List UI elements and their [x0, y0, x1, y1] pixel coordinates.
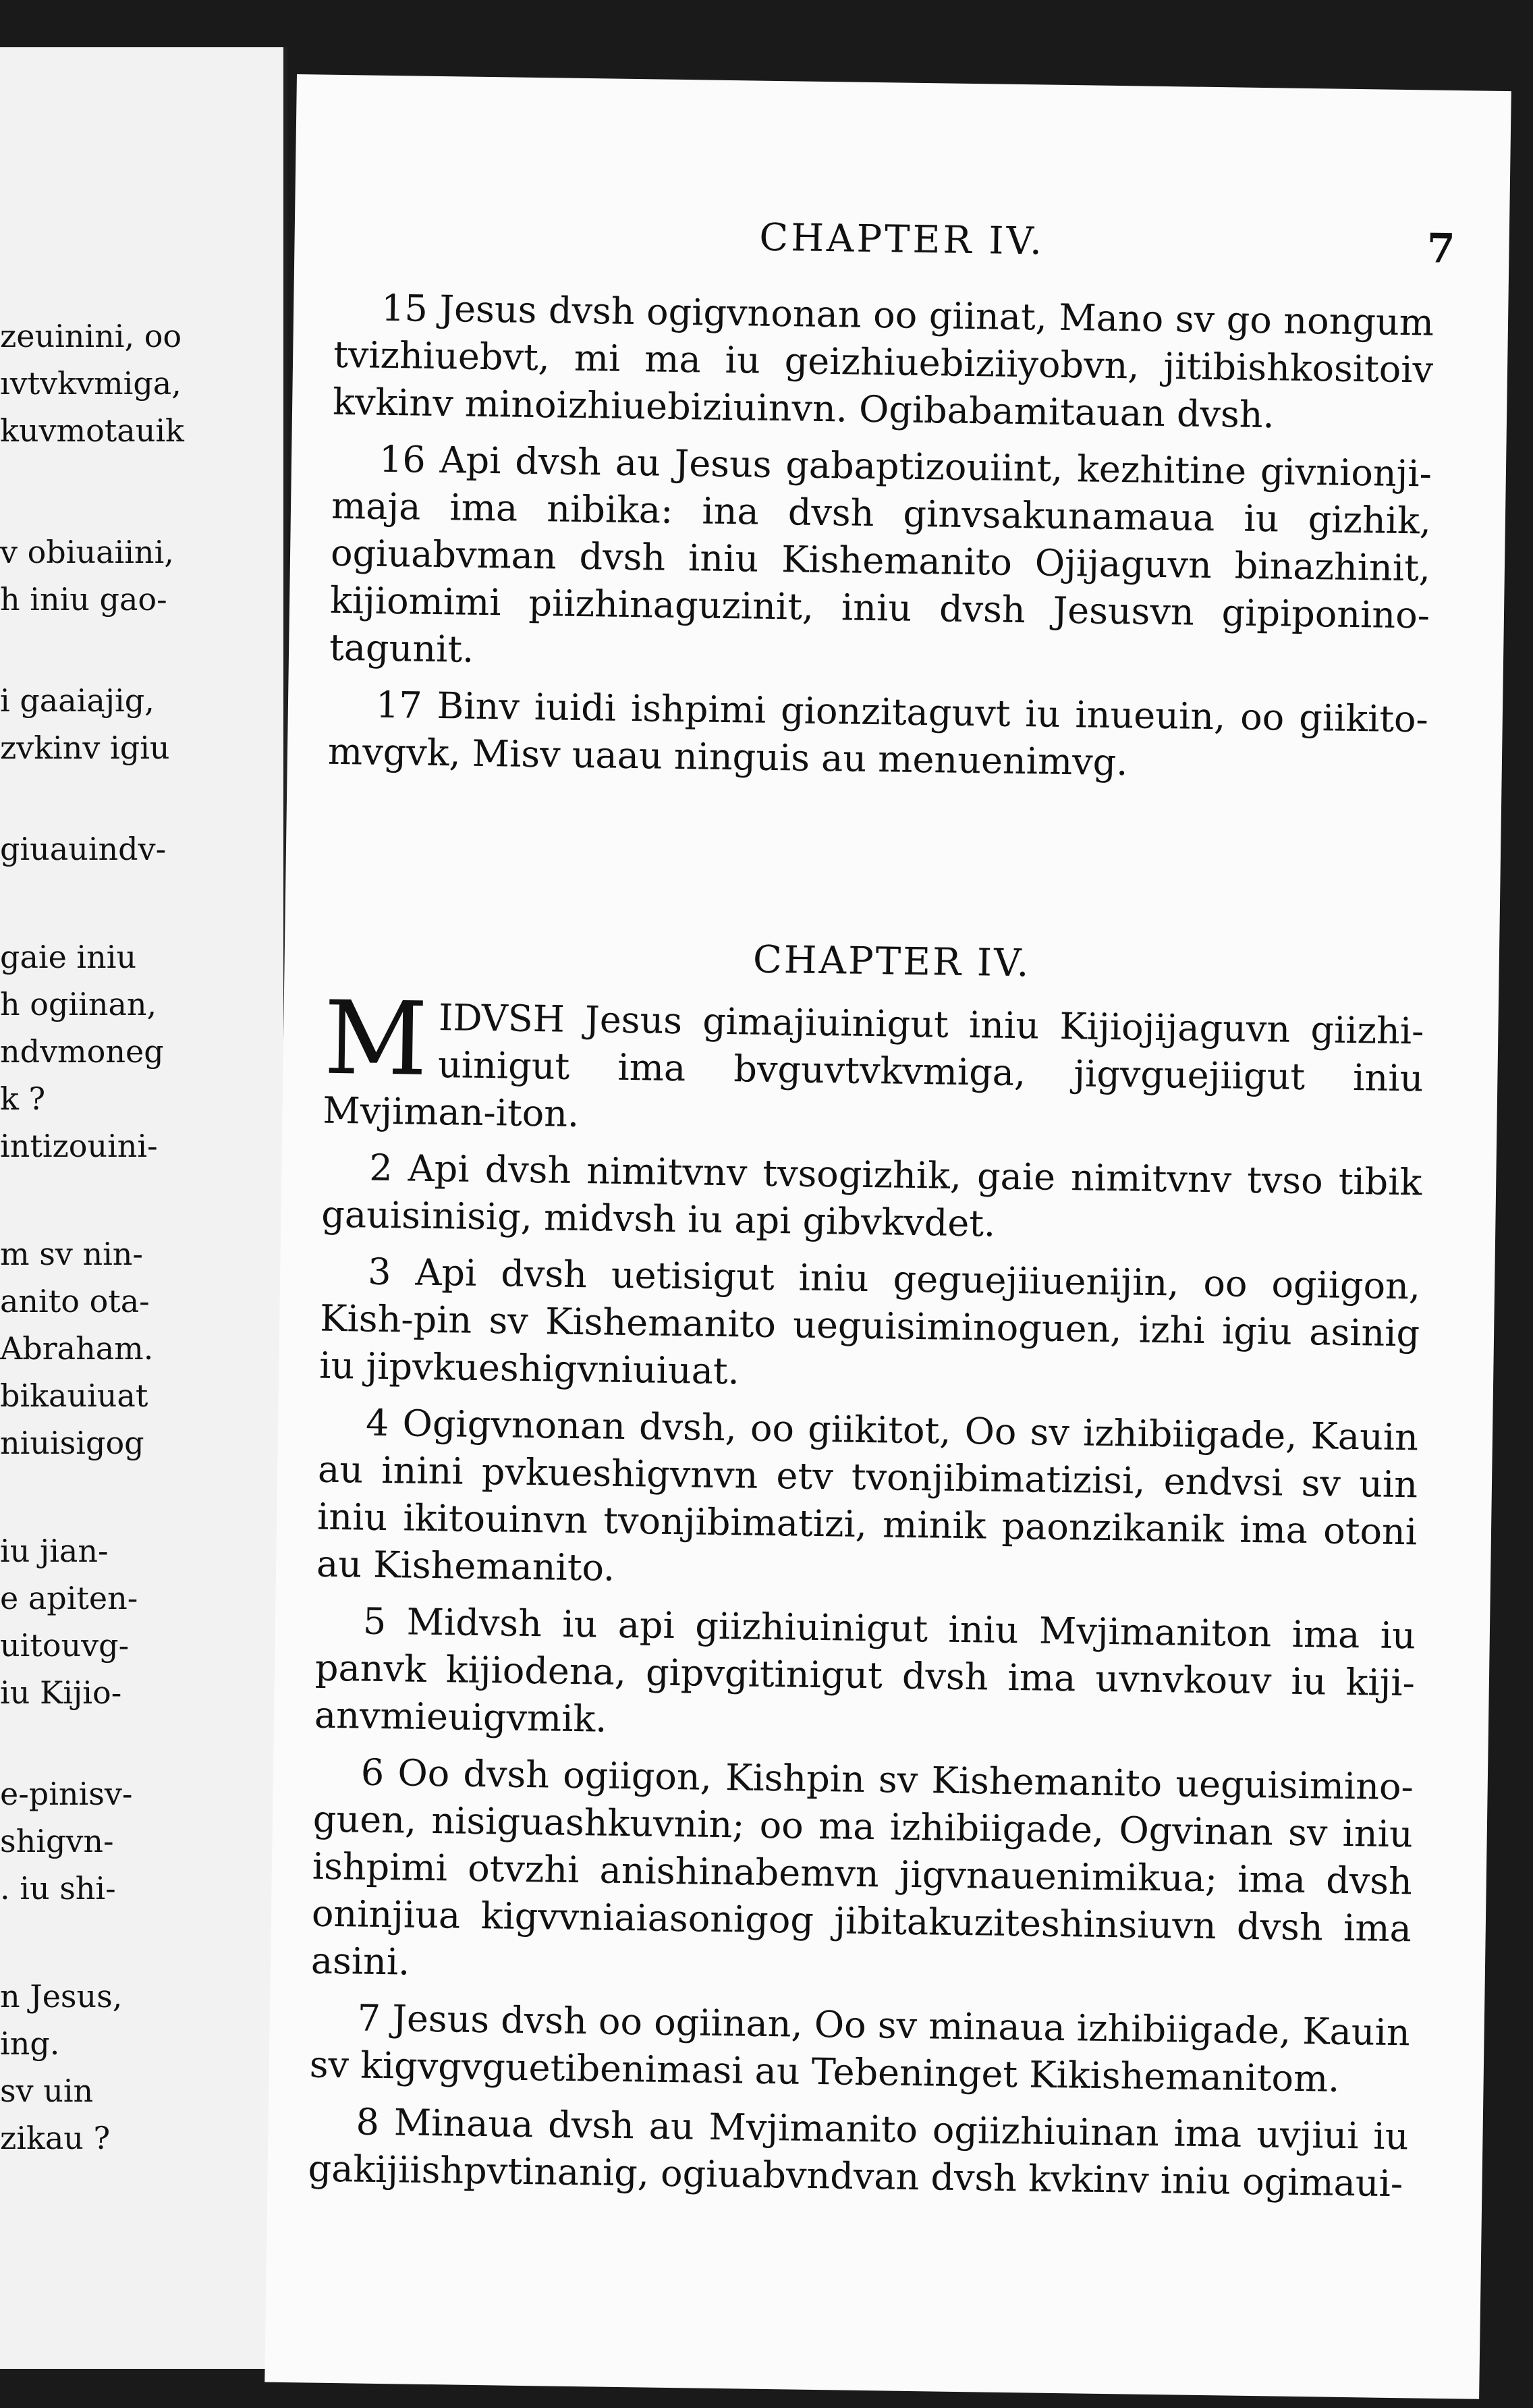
top-verses — [327, 284, 1434, 800]
left-page-line: iu jian- — [0, 1533, 109, 1569]
left-page-fragment — [0, 47, 287, 2369]
verse-7: 7 Jesus dvsh oo ogiinan, Oo sv minaua izhibiigade, Kauin sv kigvgvguetibenimasi au Tebeninget Kikishemanitom. — [309, 1996, 1411, 2100]
left-page-line: ıvtvkvmiga, — [0, 365, 182, 402]
left-page-line: h iniu gao- — [0, 581, 167, 618]
verse-15: 15 Jesus dvsh ogigvnonan oo giinat, Mano sv go nongum tvizhiuebvt, mi ma iu geizhiuebiziiyobvn, jitibishkositoiv kvkinv minoizhiuebiziuinvn. Ogibabamitauan dvsh. — [332, 286, 1434, 437]
drop-capital: M — [323, 979, 428, 1099]
left-page-line: e apiten- — [0, 1580, 138, 1616]
left-page-line: k ? — [0, 1080, 46, 1117]
verse-4: 4 Ogigvnonan dvsh, oo giikitot, Oo sv izhibiigade, Kauin au inini pvkueshigvnvn etv tvonjibimatizisi, endvsi sv uin iniu ikitouinvn tvonjibimatizi, minik paonzikanik ima otoni au Kishemanito. — [316, 1401, 1419, 1589]
left-page-line: uitouvg- — [0, 1627, 130, 1664]
running-head: CHAPTER IV. — [758, 215, 1045, 264]
verse-8: 8 Minaua dvsh au Mvjimanito ogiizhiuinan ima uvjiui iu gakijiishpvtinanig, ogiuabvndvan dvsh kvkinv iniu ogimaui- — [308, 2100, 1409, 2206]
verse-5: 5 Midvsh iu api giizhiuinigut iniu Mvjimaniton ima iu panvk kijiodena, gipvgitinigut dvsh ima uvnvkouv iu kiji-anvmieuigvmik. — [314, 1599, 1416, 1741]
left-page-line: e-pinisv- — [0, 1776, 133, 1812]
left-page-line: v obiuaiini, — [0, 534, 174, 570]
right-page — [264, 74, 1511, 2399]
verse-17: 17 Binv iuidi ishpimi gionzitaguvt iu inueuin, oo giikito-mvgvk, Misv uaau ninguis au menuenimvg. — [327, 683, 1429, 784]
left-page-line: h ogiinan, — [0, 986, 157, 1022]
left-page-line: shigvn- — [0, 1823, 114, 1859]
left-page-line: i gaaiajig, — [0, 682, 155, 719]
left-page-line: zikau ? — [0, 2120, 111, 2156]
left-page-line: giuauindv- — [0, 831, 167, 867]
left-page-line: sv uin — [0, 2073, 94, 2109]
left-page-line: bikauiuat — [0, 1377, 148, 1414]
left-page-line: gaie iniu — [0, 939, 137, 975]
page-number: 7 — [1426, 225, 1456, 273]
left-page-line: zeuinini, oo — [0, 318, 182, 354]
verse-2: 2 Api dvsh nimitvnv tvsogizhik, gaie nimitvnv tvso tibik gauisinisig, midvsh iu api gibvkvdet. — [320, 1146, 1422, 1245]
verse-1-text: IDVSH Jesus gimajiuinigut iniu Kijiojijaguvn giizhi-uinigut ima bvguvtvkvmiga, jigvguejiigut iniu Mvjiman-iton. — [323, 996, 1424, 1135]
verse-16: 16 Api dvsh au Jesus gabaptizouiint, kezhitine givnionji-maja ima nibika: ina dvsh ginvsakunamaua iu gizhik, ogiuabvman dvsh iniu Kishemanito Ojijaguvn binazhinit, kijiomimi piizhinaguzinit, iniu dvsh Jesusvn gipiponino-tagunit. — [329, 437, 1432, 671]
verse-1 — [323, 979, 1424, 1150]
chapter-verses — [308, 979, 1424, 2218]
left-page-line: ndvmoneg — [0, 1033, 164, 1070]
left-page-line: iu Kijio- — [0, 1674, 122, 1711]
left-page-line: Abraham. — [0, 1330, 154, 1367]
left-page-line: zvkinv igiu — [0, 730, 170, 766]
left-page-line: m sv nin- — [0, 1236, 143, 1272]
left-page-line: . iu shi- — [0, 1870, 116, 1907]
left-page-line: anito ota- — [0, 1283, 150, 1319]
left-page-line: ing. — [0, 2025, 60, 2062]
left-page-line: niuisigog — [0, 1425, 144, 1461]
left-page-line: kuvmotauik — [0, 412, 184, 449]
left-page-line: n Jesus, — [0, 1978, 123, 2015]
verse-6: 6 Oo dvsh ogiigon, Kishpin sv Kishemanito ueguisimino-guen, nisiguashkuvnin; oo ma izhibiigade, Ogvinan sv iniu ishpimi otvzhi anishinabemvn jigvnauenimikua; ima dvsh oninjiua kigvvniaiasonigog jibitakuziteshinsiuvn dvsh ima asini. — [310, 1751, 1414, 1983]
verse-3: 3 Api dvsh uetisigut iniu geguejiiuenijin, oo ogiigon, Kish-pin sv Kishemanito ueguisiminoguen, izhi igiu asinig iu jipvkueshigvniuiuat. — [318, 1250, 1421, 1393]
chapter-heading: CHAPTER IV. — [752, 937, 1031, 986]
left-page-line: intizouini- — [0, 1128, 158, 1164]
